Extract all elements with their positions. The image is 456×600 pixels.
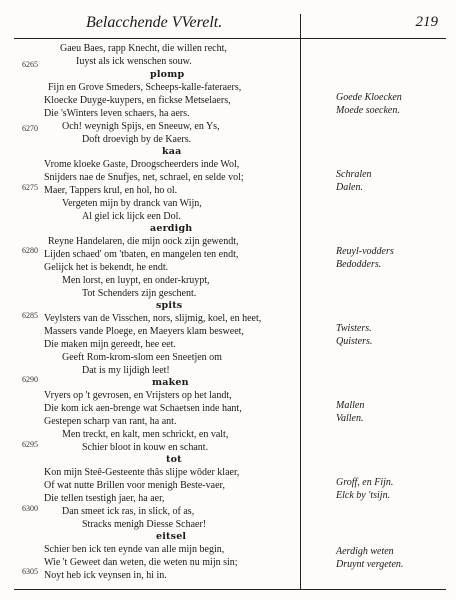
margin-divider: [300, 14, 301, 590]
headword: plomp: [150, 69, 185, 80]
verse-line: Schier ben ick ten eynde van alle mijn begin,: [44, 544, 225, 555]
margin-note: Druynt vergeten.: [336, 559, 404, 570]
verse-line: Kloecke Duyge-kuypers, en fickse Metselaers,: [44, 95, 231, 106]
margin-note: Aerdigh weten: [336, 546, 394, 557]
margin-note: Vallen.: [336, 413, 364, 424]
verse-line: Schier bloot in kouw en schant.: [82, 442, 209, 453]
verse-line: Kon mijn Steê-Gesteente thâs slijpe wôder klaer,: [44, 467, 240, 478]
headword: aerdigh: [150, 223, 193, 234]
verse-line: Vryers op 't gevrosen, en Vrijsters op het landt,: [44, 390, 232, 401]
page-number: 219: [415, 14, 438, 30]
headword: kaa: [162, 146, 182, 157]
verse-line: Massers vande Ploege, en Maeyers klam besweet,: [44, 326, 244, 337]
bottom-rule: [14, 589, 446, 590]
verse-line: Iuyst als ick wenschen souw.: [76, 56, 192, 67]
verse-line: Gaeu Baes, rapp Knecht, die willen recht,: [60, 43, 227, 54]
line-number: 6290: [22, 375, 38, 384]
running-title: Belacchende VVerelt.: [86, 14, 223, 31]
headword: spits: [156, 300, 183, 311]
verse-line: Snijders nae de Snufjes, net, schrael, en selde vol;: [44, 172, 244, 183]
verse-line: Reyne Handelaren, die mijn oock zijn gewendt,: [48, 236, 239, 247]
line-number: 6305: [22, 567, 38, 576]
margin-note: Goede Kloecken: [336, 92, 402, 103]
verse-line: Och! weynigh Spijs, en Sneeuw, en Ys,: [62, 121, 220, 132]
verse-line: Doft droevigh by de Kaers.: [82, 134, 192, 145]
verse-line: Men treckt, en kalt, men schrickt, en valt,: [62, 429, 229, 440]
verse-line: Die tellen tsestigh jaer, ha aer,: [44, 493, 165, 504]
verse-line: Gestepen scharp van rant, ha ant.: [44, 416, 177, 427]
page-header: [14, 12, 446, 39]
headword: eitsel: [156, 531, 187, 542]
verse-line: Vergeten mijn by dranck van Wijn,: [62, 198, 202, 209]
line-number: 6295: [22, 440, 38, 449]
line-number: 6270: [22, 124, 38, 133]
verse-line: Die kom ick aen-brenge wat Schaetsen inde hant,: [44, 403, 242, 414]
line-number: 6300: [22, 504, 38, 513]
headword: tot: [166, 454, 182, 465]
margin-note: Dalen.: [336, 182, 363, 193]
verse-line: Stracks menigh Diesse Schaer!: [82, 519, 207, 530]
headword: maken: [152, 377, 189, 388]
margin-note: Elck by 'tsijn.: [336, 490, 391, 501]
verse-line: Vrome kloeke Gaste, Droogscheerders inde Wol,: [44, 159, 240, 170]
line-number: 6265: [22, 60, 38, 69]
margin-note: Twisters.: [336, 323, 372, 334]
verse-line: Maer, Tappers krul, en hol, ho ol.: [44, 185, 178, 196]
verse-line: Gelijck het is bekendt, he endt.: [44, 262, 169, 273]
verse-line: Of wat nutte Brillen voor menigh Beste-vaer,: [44, 480, 225, 491]
line-number: 6285: [22, 311, 38, 320]
margin-note: Schralen: [336, 169, 372, 180]
margin-note: Reuyl-vodders: [336, 246, 394, 257]
verse-line: Die maken mijn gereedt, hee eet.: [44, 339, 176, 350]
margin-note: Quisters.: [336, 336, 373, 347]
verse-line: Geeft Rom-krom-slom een Sneetjen om: [62, 352, 222, 363]
margin-note: Groff, en Fijn.: [336, 477, 394, 488]
verse-line: Veylsters van de Visschen, nors, slijmig, koel, en heet,: [44, 313, 262, 324]
verse-line: Wie 't Geweet dan weten, die weten nu mijn sin;: [44, 557, 238, 568]
verse-line: Fijn en Grove Smeders, Scheeps-kalle-fateraers,: [48, 82, 242, 93]
verse-line: Lijden schaed' om 'tbaten, en mangelen ten endt,: [44, 249, 239, 260]
line-number: 6280: [22, 246, 38, 255]
line-number: 6275: [22, 183, 38, 192]
verse-line: Men lorst, en luypt, en onder-kruypt,: [62, 275, 210, 286]
margin-note: Bedodders.: [336, 259, 382, 270]
verse-line: Die 'sWinters leven schaers, ha aers.: [44, 108, 190, 119]
verse-line: Noyt heb ick veynsen in, hi in.: [44, 570, 167, 581]
verse-line: Tot Schenders zijn geschent.: [82, 288, 197, 299]
margin-note: Mallen: [336, 400, 365, 411]
verse-line: Al giel ick lijck een Dol.: [82, 211, 181, 222]
verse-line: Dat is my lijdigh leet!: [82, 365, 170, 376]
margin-note: Moede soecken.: [336, 105, 400, 116]
verse-line: Dan smeet ick ras, in slick, of as,: [62, 506, 195, 517]
